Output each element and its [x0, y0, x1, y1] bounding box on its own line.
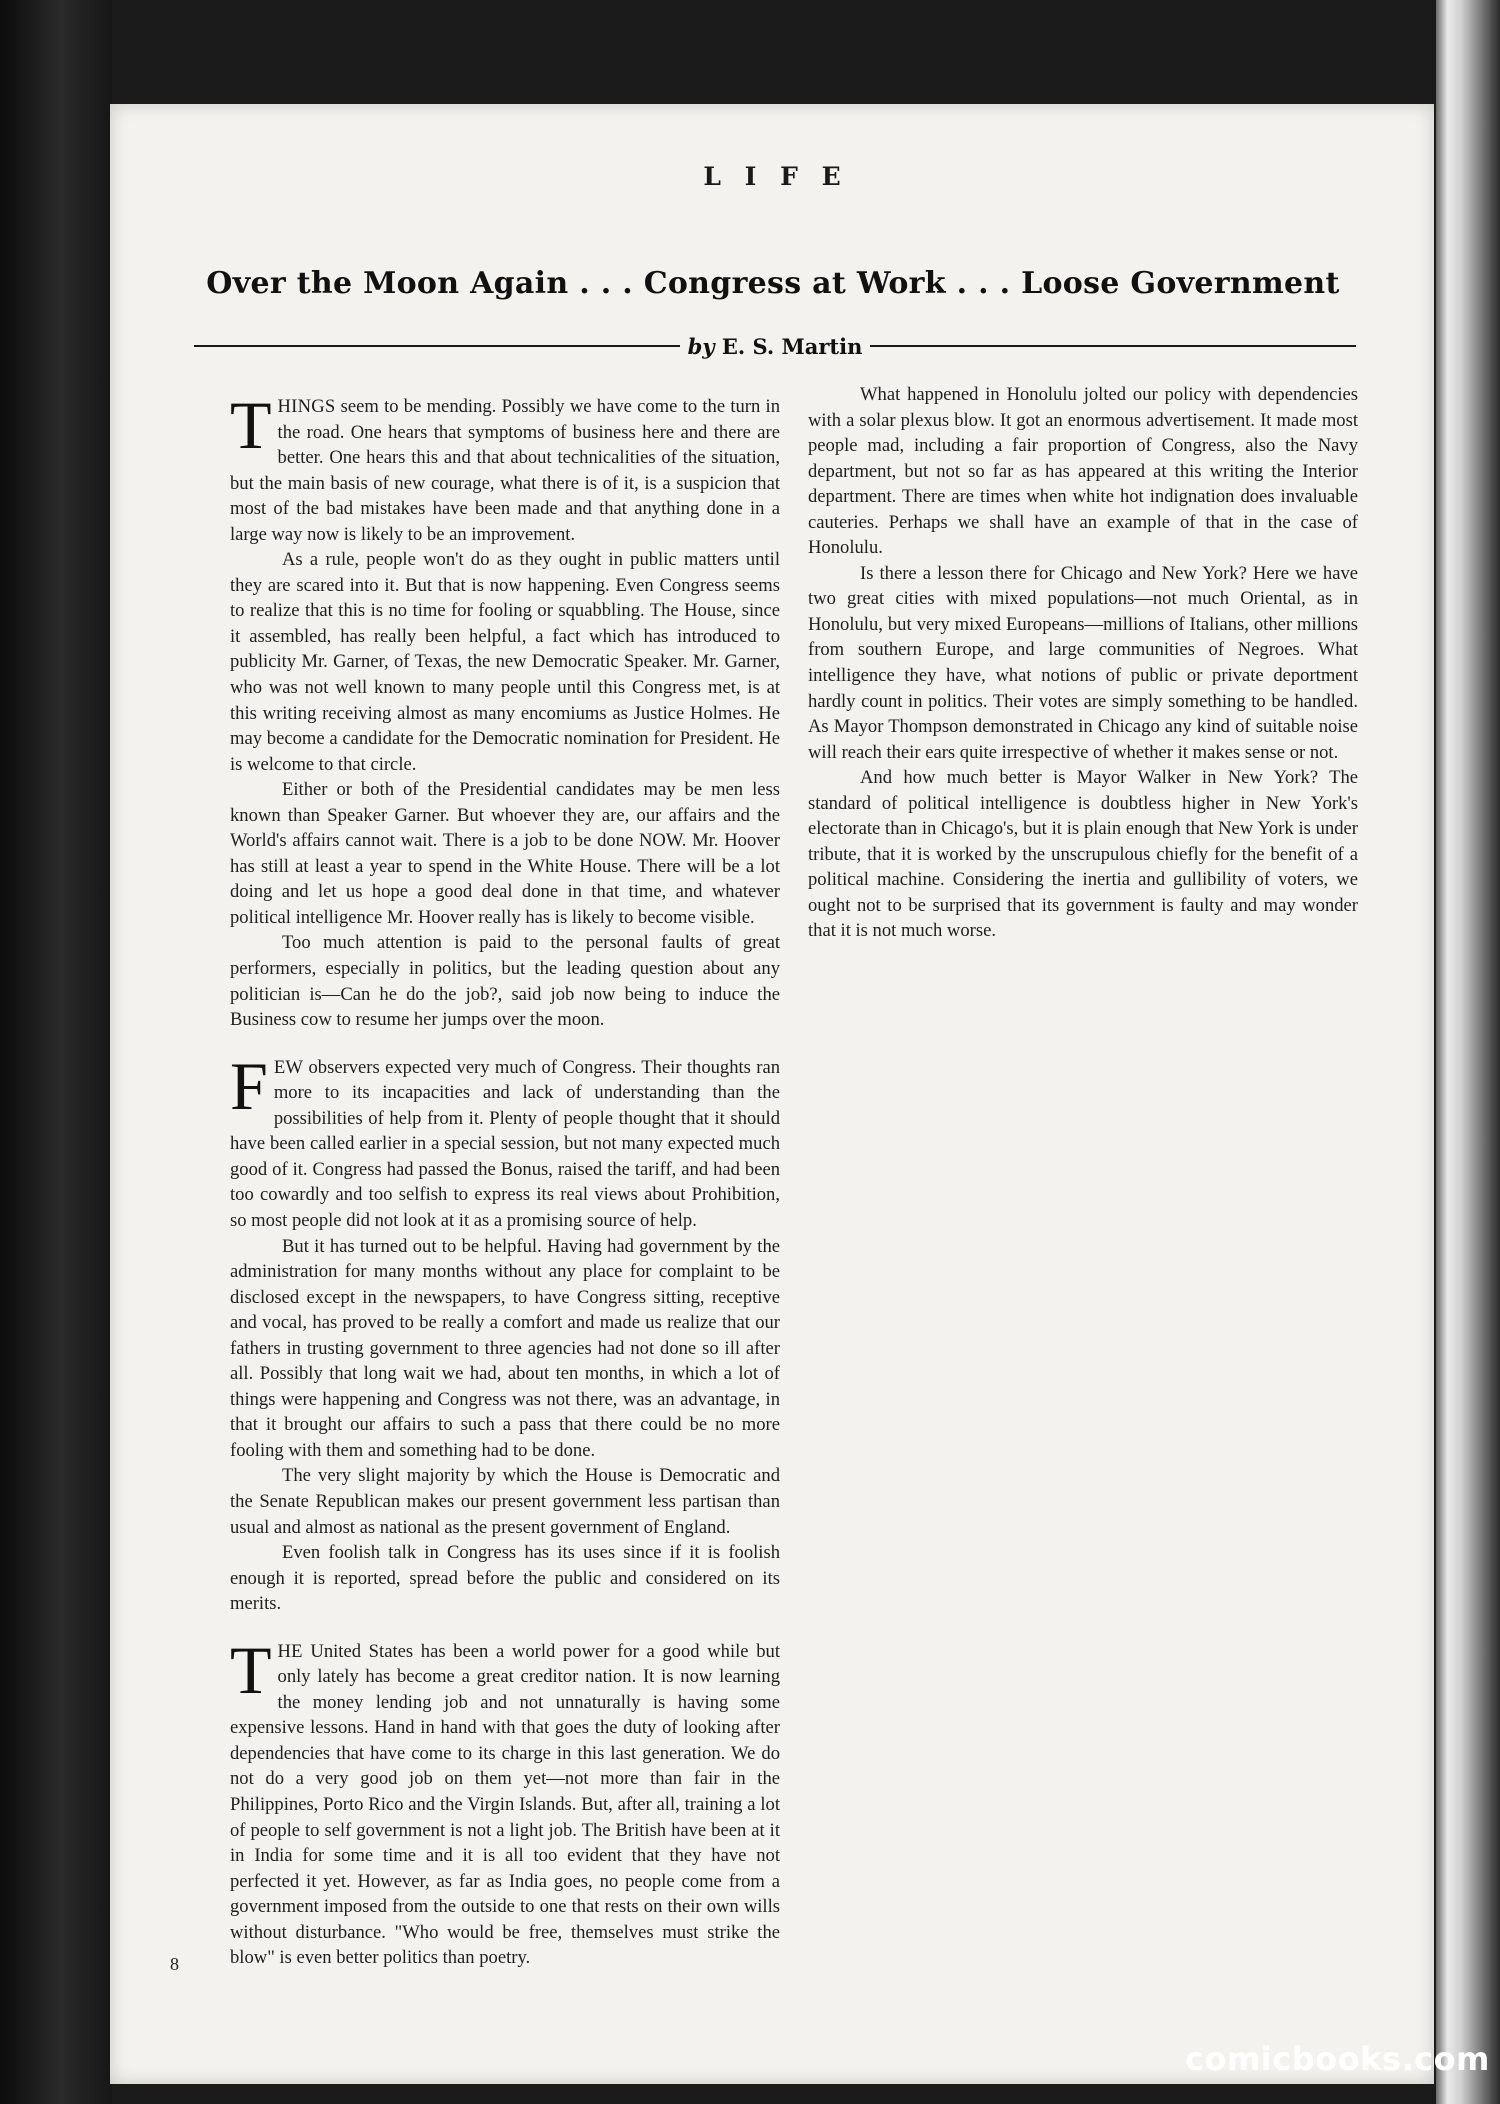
paragraph-10: What happened in Honolulu jolted our policy with dependencies with a solar plexus blow. It got an enormous advertisement. It made most people mad, including a fair proportion of Congress, also the Navy department, but not so far as has appeared at this writing the Interior department. There are times when white hot indignation does invaluable cauteries. Perhaps we shall have an example of that in the case of Honolulu.	[808, 384, 1358, 559]
watermark: comicbooks.com	[1185, 2040, 1490, 2078]
paragraph-4: Too much attention is paid to the personal faults of great performers, especially in politics, but the leading question about any politician is—Can he do the job?, said job now being to induce the Business cow to resume her jumps over the moon.	[230, 932, 780, 1031]
paragraph-1	[230, 387, 780, 547]
scan-edge-left	[0, 0, 112, 2104]
byline-row	[194, 326, 1356, 366]
facing-page-edge	[1436, 0, 1500, 2104]
dropcap-letter: T	[230, 1631, 272, 1708]
byline-prefix: by	[687, 333, 715, 359]
dropcap-letter: T	[230, 387, 272, 463]
paragraph-7: The very slight majority by which the House is Democratic and the Senate Republican makes our present government less partisan than usual and almost as national as the present government of England.	[230, 1465, 780, 1538]
lead-word: HINGS	[277, 396, 336, 417]
paragraph-text: observers expected very much of Congress. Their thoughts ran more to its incapacities and lack of understanding than the possibilities of help from it. Plenty of people thought that it should have been called earlier in a special session, but not many expected much good of it. Congress had passed the Bonus, raised the tariff, and had been too cowardly and too selfish to express its real views about Prohibition, so most people did not look at it as a promising source of help.	[230, 1056, 780, 1231]
paragraph-text: United States has been a world power for a good while but only lately has become a great creditor nation. It is now learning the money lending job and not unnaturally is having some expensive lessons. Hand in hand with that goes the duty of looking after dependencies that have come to its charge in this last generation. We do not do a very good job on them yet—not more than fair in the Philippines, Porto Rico and the Virgin Islands. But, after all, training a lot of people to self government is not a light job. The British have been at it in India for some time and it is all too evident that they have not perfected it yet. However, as far as India goes, no people come from a government imposed from the outside to one that rests on their own wills without disturbance. "Who would be free, themselves must strike the blow" is even better politics than poetry.	[230, 1640, 780, 1969]
paragraph-2: As a rule, people won't do as they ought in public matters until they are scared into it. But that is now happening. Even Congress seems to realize that this is no time for fooling or squabbling. The House, since it assembled, has really been helpful, a fact which has introduced to publicity Mr. Garner, of Texas, the new Democratic Speaker. Mr. Garner, who was not well known to many people until this Congress met, is at this writing receiving almost as many encomiums as Justice Holmes. He may become a candidate for the Democratic nomination for President. He is welcome to that circle.	[230, 549, 780, 775]
article-headline: Over the Moon Again . . . Congress at Work . . . Loose Government	[206, 266, 1340, 301]
paragraph-9	[230, 1631, 780, 1971]
byline-rule-right	[870, 345, 1356, 347]
paragraph-12: And how much better is Mayor Walker in New York? The standard of political intelligence is doubtless higher in New York's electorate than in Chicago's, but it is plain enough that New York is under tribute, that it is worked by the unscrupulous chiefly for the benefit of a political machine. Considering the inertia and gullibility of voters, we ought not to be surprised that its government is faulty and may wonder that it is not much worse.	[808, 767, 1358, 942]
lead-word: EW	[273, 1056, 304, 1078]
byline-rule-left	[194, 345, 680, 347]
masthead: LIFE	[703, 162, 865, 191]
dropcap-letter: F	[230, 1047, 268, 1124]
paragraph-text: seem to be mending. Possibly we have come to the turn in the road. One hears that symptoms of business here and there are better. One hears this and that about technicalities of the situation, but the main basis of new courage, what there is of it, is a suspicion that most of the bad mistakes have been made and that anything done in a large way now is likely to be an improvement.	[230, 396, 780, 545]
byline	[680, 334, 871, 359]
magazine-page	[110, 104, 1434, 2084]
page-number: 8	[170, 1954, 179, 1974]
paragraph-11: Is there a lesson there for Chicago and New York? Here we have two great cities with mixed populations—not much Oriental, as in Honolulu, but very mixed Europeans—millions of Italians, other millions from southern Europe, and large communities of Negroes. What intelligence they have, what notions of public or private deportment hardly count in politics. Their votes are simply something to be handled. As Mayor Thompson demonstrated in Chicago any kind of suitable noise will reach their ears quite irrespective of whether it makes sense or not.	[808, 562, 1358, 763]
paragraph-6: But it has turned out to be helpful. Having had government by the administration for many months without any place for complaint to be disclosed except in the newspapers, to have Congress sitting, receptive and vocal, has proved to be really a comfort and made us realize that our fathers in trusting government to three agencies had not done so ill after all. Possibly that long wait we had, about ten months, in which a lot of things were happening and Congress was not there, was an advantage, in that it brought our affairs to such a pass that there could be no more fooling with them and something had to be done.	[230, 1235, 780, 1461]
paragraph-5	[230, 1047, 780, 1234]
lead-word: HE	[277, 1640, 303, 1662]
paragraph-8: Even foolish talk in Congress has its uses since if it is foolish enough it is reported, spread before the public and considered on its merits.	[230, 1542, 780, 1615]
article-body	[230, 382, 1358, 2002]
author-name: E. S. Martin	[721, 333, 863, 359]
paragraph-3: Either or both of the Presidential candidates may be men less known than Speaker Garner. But whoever they are, our affairs and the World's affairs cannot wait. There is a job to be done NOW. Mr. Hoover has still at least a year to spend in the White House. There will be a lot doing and let us hope a good deal done in that time, and whatever political intelligence Mr. Hoover really has is likely to become visible.	[230, 779, 780, 928]
